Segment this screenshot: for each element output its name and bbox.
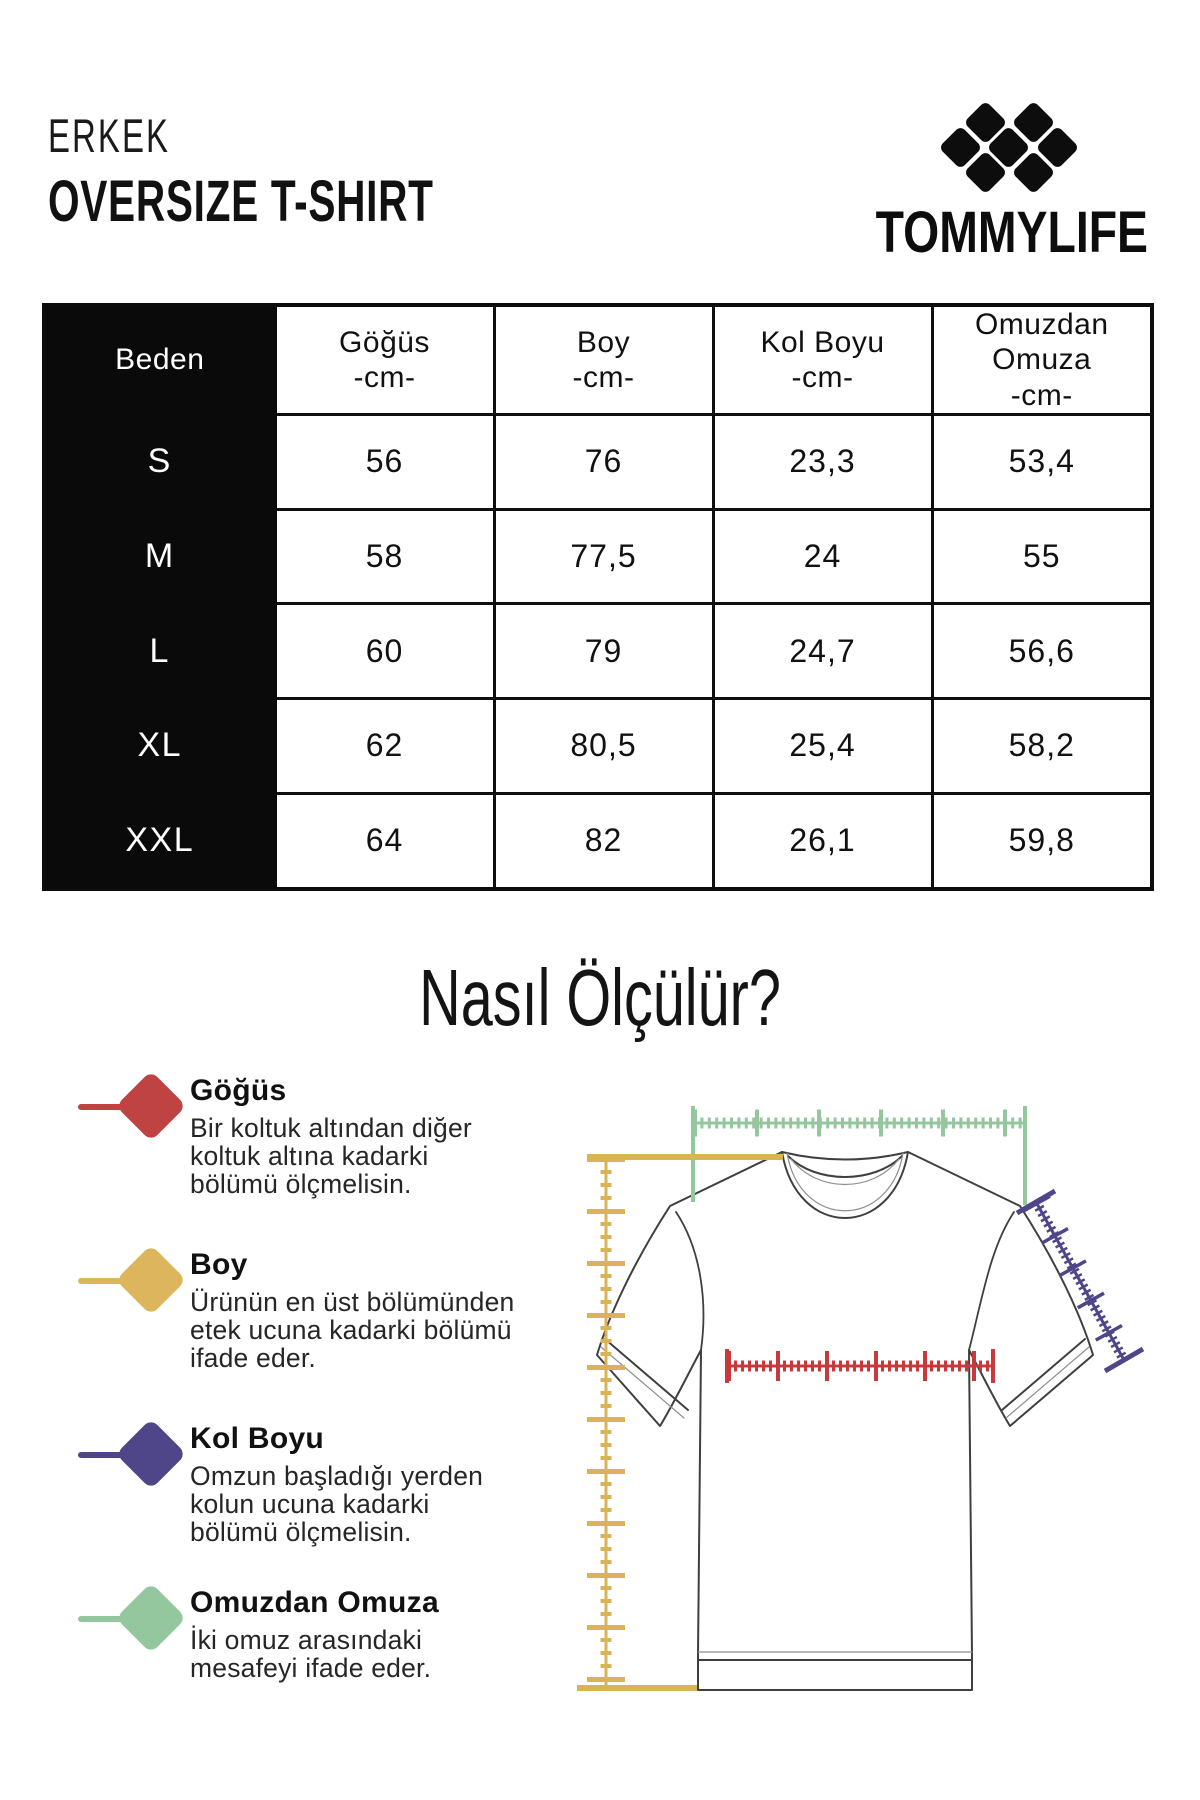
collar-back-line-thin xyxy=(791,1159,899,1185)
column-unit: -cm- xyxy=(1010,378,1073,412)
table-cell: 76 xyxy=(494,415,713,510)
tshirt-measure-diagram xyxy=(500,1040,1200,1800)
diamond-icon xyxy=(116,1071,187,1142)
column-header-gogus xyxy=(275,305,494,415)
table-cell: 56,6 xyxy=(932,604,1152,699)
column-label: Göğüs xyxy=(339,325,430,359)
legend-text xyxy=(190,1074,515,1198)
table-cell: 56 xyxy=(275,415,494,510)
column-label: Kol Boyu xyxy=(760,325,885,359)
chest-ruler xyxy=(727,1349,993,1383)
tshirt-outline xyxy=(597,1152,1093,1690)
legend-text xyxy=(190,1586,515,1683)
cuff-band-left xyxy=(605,1339,688,1410)
size-label: L xyxy=(44,604,275,699)
table-cell: 24 xyxy=(713,509,932,604)
table-row-xl xyxy=(44,699,1152,794)
brand-name: TOMMYLIFE xyxy=(875,200,1148,265)
legend-label: Göğüs xyxy=(190,1074,287,1107)
length-ruler xyxy=(577,1157,783,1688)
table-row-l xyxy=(44,604,1152,699)
legend-description: İki omuz arasındaki mesafeyi ifade eder. xyxy=(190,1625,432,1683)
shoulder-ruler xyxy=(693,1106,1025,1205)
table-cell: 82 xyxy=(494,793,713,889)
table-cell: 58,2 xyxy=(932,699,1152,794)
legend-text xyxy=(190,1422,515,1546)
table-cell: 24,7 xyxy=(713,604,932,699)
column-header-omuzdan-omuza xyxy=(932,305,1152,415)
column-unit: -cm- xyxy=(791,361,854,395)
size-label: S xyxy=(44,415,275,510)
table-row-xxl xyxy=(44,793,1152,889)
armhole-seam-left xyxy=(676,1212,703,1350)
cuff-band-right xyxy=(1002,1339,1085,1410)
diamond-icon xyxy=(116,1583,187,1654)
cuff-band-left-thin xyxy=(601,1347,684,1418)
table-cell: 59,8 xyxy=(932,793,1152,889)
size-label: XL xyxy=(44,699,275,794)
sleeve-ruler xyxy=(1017,1191,1143,1371)
brand-logo-icon xyxy=(940,84,1080,194)
legend-label: Boy xyxy=(190,1248,248,1281)
legend-label: Kol Boyu xyxy=(190,1422,325,1455)
column-header-kol-boyu xyxy=(713,305,932,415)
table-cell: 53,4 xyxy=(932,415,1152,510)
size-table xyxy=(42,303,1154,891)
legend-description: Ürünün en üst bölümünden etek ucuna kadarki bölümü ifade eder. xyxy=(190,1287,515,1373)
column-label: Omuzdan Omuza xyxy=(974,308,1109,377)
table-cell: 60 xyxy=(275,604,494,699)
table-cell: 79 xyxy=(494,604,713,699)
table-cell: 26,1 xyxy=(713,793,932,889)
legend-description: Bir koltuk altından diğer koltuk altına kadarki bölümü ölçmelisin. xyxy=(190,1113,472,1199)
table-row-m xyxy=(44,509,1152,604)
table-cell: 80,5 xyxy=(494,699,713,794)
column-label: Boy xyxy=(576,325,631,359)
product-title: OVERSIZE T-SHIRT xyxy=(48,169,434,234)
legend-label: Omuzdan Omuza xyxy=(190,1586,439,1619)
legend-text xyxy=(190,1248,515,1372)
cuff-band-right-thin xyxy=(1006,1347,1089,1418)
armhole-seam-right xyxy=(969,1212,1014,1350)
table-cell: 23,3 xyxy=(713,415,932,510)
table-cell: 25,4 xyxy=(713,699,932,794)
table-row-s xyxy=(44,415,1152,510)
tshirt-drawing xyxy=(597,1152,1093,1690)
size-label: XXL xyxy=(44,793,275,889)
table-cell: 62 xyxy=(275,699,494,794)
column-unit: -cm- xyxy=(572,361,635,395)
size-table-header-row xyxy=(44,305,1152,415)
table-cell: 64 xyxy=(275,793,494,889)
size-label: M xyxy=(44,509,275,604)
table-cell: 77,5 xyxy=(494,509,713,604)
column-unit: -cm- xyxy=(353,361,416,395)
table-cell: 55 xyxy=(932,509,1152,604)
legend-description: Omzun başladığı yerden kolun ucuna kadarki bölümü ölçmelisin. xyxy=(190,1461,484,1547)
diamond-icon xyxy=(116,1245,187,1316)
table-corner-label: Beden xyxy=(44,305,275,415)
product-category: ERKEK xyxy=(48,109,171,162)
collar-front-line-thin xyxy=(787,1153,903,1211)
table-cell: 58 xyxy=(275,509,494,604)
collar-back-line xyxy=(788,1156,902,1177)
collar-front-line xyxy=(782,1152,908,1218)
column-header-boy xyxy=(494,305,713,415)
diamond-icon xyxy=(116,1419,187,1490)
how-to-measure-title: Nasıl Ölçülür? xyxy=(419,953,781,1042)
